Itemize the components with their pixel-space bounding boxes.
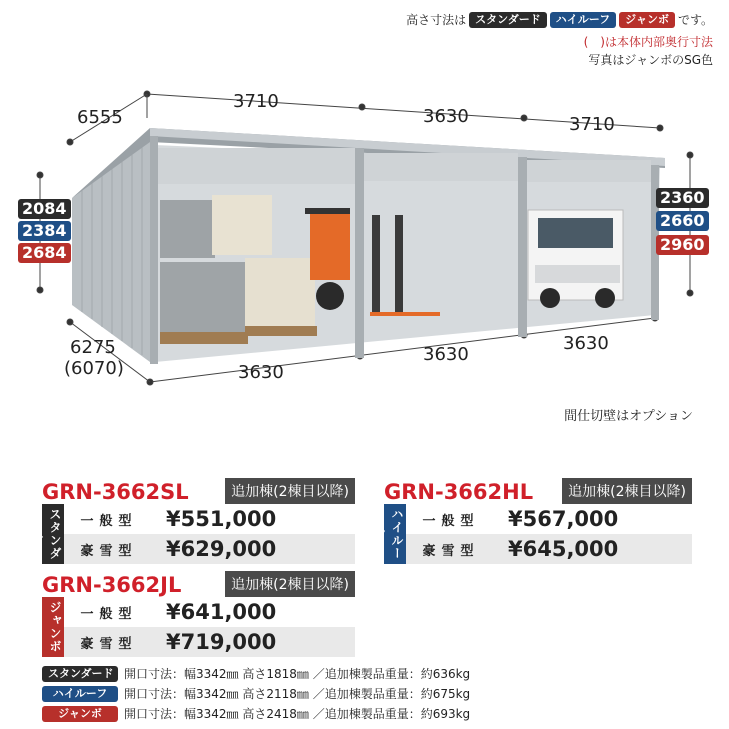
- row-price: ¥641,000: [166, 600, 277, 624]
- partition-note: 間仕切壁はオプション: [564, 409, 693, 424]
- right-height-standard: 2360: [656, 188, 709, 208]
- model-name-hl: GRN-3662HL: [384, 480, 534, 504]
- bottom-width-2: 3630: [423, 344, 469, 365]
- add-building-header-jl: 追加棟(2棟目以降): [225, 571, 355, 597]
- table-row: [406, 534, 692, 564]
- row-price: ¥645,000: [508, 537, 619, 561]
- photo-note: 写真はジャンボのSG色: [588, 53, 713, 67]
- spec-badge-jumbo: ジャンボ: [42, 706, 118, 722]
- model-name-jl: GRN-3662JL: [42, 573, 182, 597]
- row-label: 一般型: [80, 606, 138, 622]
- left-height-standard: 2084: [18, 199, 71, 219]
- row-price: ¥567,000: [508, 507, 619, 531]
- badge-jumbo: ジャンボ: [619, 12, 675, 28]
- bottom-width-1: 3630: [238, 362, 284, 383]
- depth-bottom-label: 6275: [70, 337, 116, 358]
- legend-prefix: 高さ寸法は: [406, 13, 467, 27]
- depth-inner-label: (6070): [64, 358, 124, 379]
- spec-line-jumbo: [42, 705, 470, 722]
- right-height-jumbo: 2960: [656, 235, 709, 255]
- model-name-sl: GRN-3662SL: [42, 480, 189, 504]
- left-height-jumbo: 2684: [18, 243, 71, 263]
- row-label: 豪雪型: [80, 636, 138, 652]
- side-label-jumbo: ジャンボ: [42, 597, 64, 657]
- top-width-2: 3630: [423, 106, 469, 127]
- price-table-hl: [373, 478, 692, 564]
- table-row: [406, 504, 692, 534]
- row-price: ¥551,000: [166, 507, 277, 531]
- top-width-3: 3710: [569, 114, 615, 135]
- table-row: [64, 504, 355, 534]
- spec-badge-highroof: ハイルーフ: [42, 686, 118, 702]
- inner-depth-note: ( )は本体内部奥行寸法: [583, 35, 713, 49]
- table-row: [64, 597, 355, 627]
- table-row: [64, 534, 355, 564]
- row-label: 豪雪型: [80, 543, 138, 559]
- spec-text-highroof: 開口寸法：幅3342㎜ 高さ2118㎜ ／追加棟製品重量：約675kg: [124, 687, 471, 701]
- side-label-highroof: ハイルーフ: [384, 504, 406, 564]
- price-table-jl: [42, 571, 355, 657]
- bottom-width-3: 3630: [563, 333, 609, 354]
- row-label: 豪雪型: [422, 543, 480, 559]
- badge-highroof: ハイルーフ: [550, 12, 616, 28]
- depth-top-label: 6555: [77, 107, 123, 128]
- right-height-highroof: 2660: [656, 211, 709, 231]
- price-table-sl: [31, 478, 355, 564]
- spec-text-standard: 開口寸法：幅3342㎜ 高さ1818㎜ ／追加棟製品重量：約636kg: [124, 667, 471, 681]
- spec-line-standard: [42, 665, 470, 682]
- row-price: ¥629,000: [166, 537, 277, 561]
- add-building-header-sl: 追加棟(2棟目以降): [225, 478, 355, 504]
- table-row: [64, 627, 355, 657]
- row-price: ¥719,000: [166, 630, 277, 654]
- row-label: 一般型: [80, 513, 138, 529]
- left-height-highroof: 2384: [18, 221, 71, 241]
- spec-badge-standard: スタンダード: [42, 666, 118, 682]
- spec-line-highroof: [42, 685, 470, 702]
- row-label: 一般型: [422, 513, 480, 529]
- legend-suffix: です。: [677, 13, 713, 27]
- add-building-header-hl: 追加棟(2棟目以降): [562, 478, 692, 504]
- top-width-1: 3710: [233, 91, 279, 112]
- badge-standard: スタンダード: [469, 12, 547, 28]
- side-label-standard: スタンダード: [42, 504, 64, 564]
- spec-text-jumbo: 開口寸法：幅3342㎜ 高さ2418㎜ ／追加棟製品重量：約693kg: [124, 707, 471, 721]
